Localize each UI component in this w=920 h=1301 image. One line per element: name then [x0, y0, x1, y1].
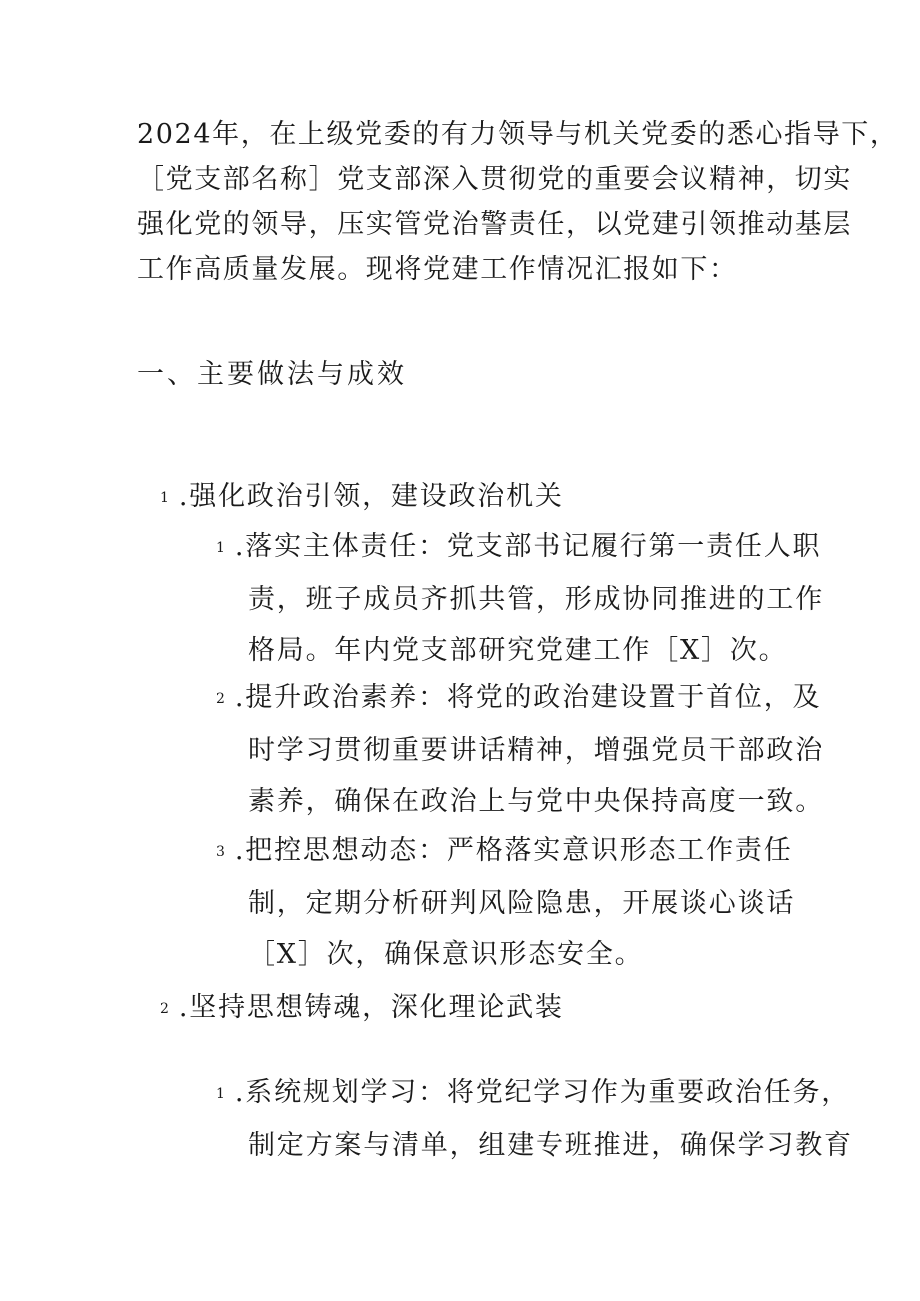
sub-item-first-line: 2 .提升政治素养：将党的政治建设置于首位，及	[216, 682, 822, 713]
sub-list-item	[216, 672, 824, 827]
sub-item-number: 1	[216, 540, 225, 556]
list-item-heading	[160, 474, 564, 521]
sub-list-item	[216, 521, 824, 676]
sub-item-line: 责，班子成员齐抓共管，形成协同推进的工作	[248, 584, 824, 615]
sub-item-line: 素养，确保在政治上与党中央保持高度一致。	[248, 786, 824, 817]
item-title: .强化政治引领，建设政治机关	[178, 481, 564, 512]
sub-item-line: 时学习贯彻重要讲话精神，增强党员干部政治	[248, 735, 824, 766]
list-item-heading	[160, 985, 564, 1032]
intro-line: ［党支部名称］党支部深入贯彻党的重要会议精神，切实	[137, 164, 852, 195]
item-title: .坚持思想铸魂，深化理论武装	[178, 992, 564, 1023]
sub-item-number: 3	[216, 844, 225, 860]
sub-list-item	[216, 825, 795, 980]
sub-item-line: ［X］次，确保意识形态安全。	[248, 939, 644, 970]
sub-item-line: 制，定期分析研判风险隐患，开展谈心谈话	[248, 888, 796, 919]
intro-paragraph	[137, 112, 899, 292]
sub-item-first-line: 3 .把控思想动态：严格落实意识形态工作责任	[216, 835, 793, 866]
section-heading: 一、主要做法与成效	[137, 359, 407, 390]
sub-item-number: 2	[216, 691, 225, 707]
item-number: 1	[160, 490, 169, 506]
sub-item-first-line: 1 .落实主体责任：党支部书记履行第一责任人职	[216, 531, 822, 562]
intro-line: 工作高质量发展。现将党建工作情况汇报如下：	[137, 254, 738, 285]
item-number: 2	[160, 1001, 169, 1017]
sub-item-line: 制定方案与清单，组建专班推进，确保学习教育	[248, 1130, 853, 1161]
sub-item-line: 格局。年内党支部研究党建工作［X］次。	[248, 635, 788, 666]
sub-item-first-line: 1 .系统规划学习：将党纪学习作为重要政治任务，	[216, 1077, 851, 1108]
sub-item-number: 1	[216, 1086, 225, 1102]
sub-list-item	[216, 1067, 853, 1171]
intro-line: 2024年，在上级党委的有力领导与机关党委的悉心指导下，	[137, 119, 899, 150]
intro-line: 强化党的领导，压实管党治警责任，以党建引领推动基层	[137, 209, 852, 240]
